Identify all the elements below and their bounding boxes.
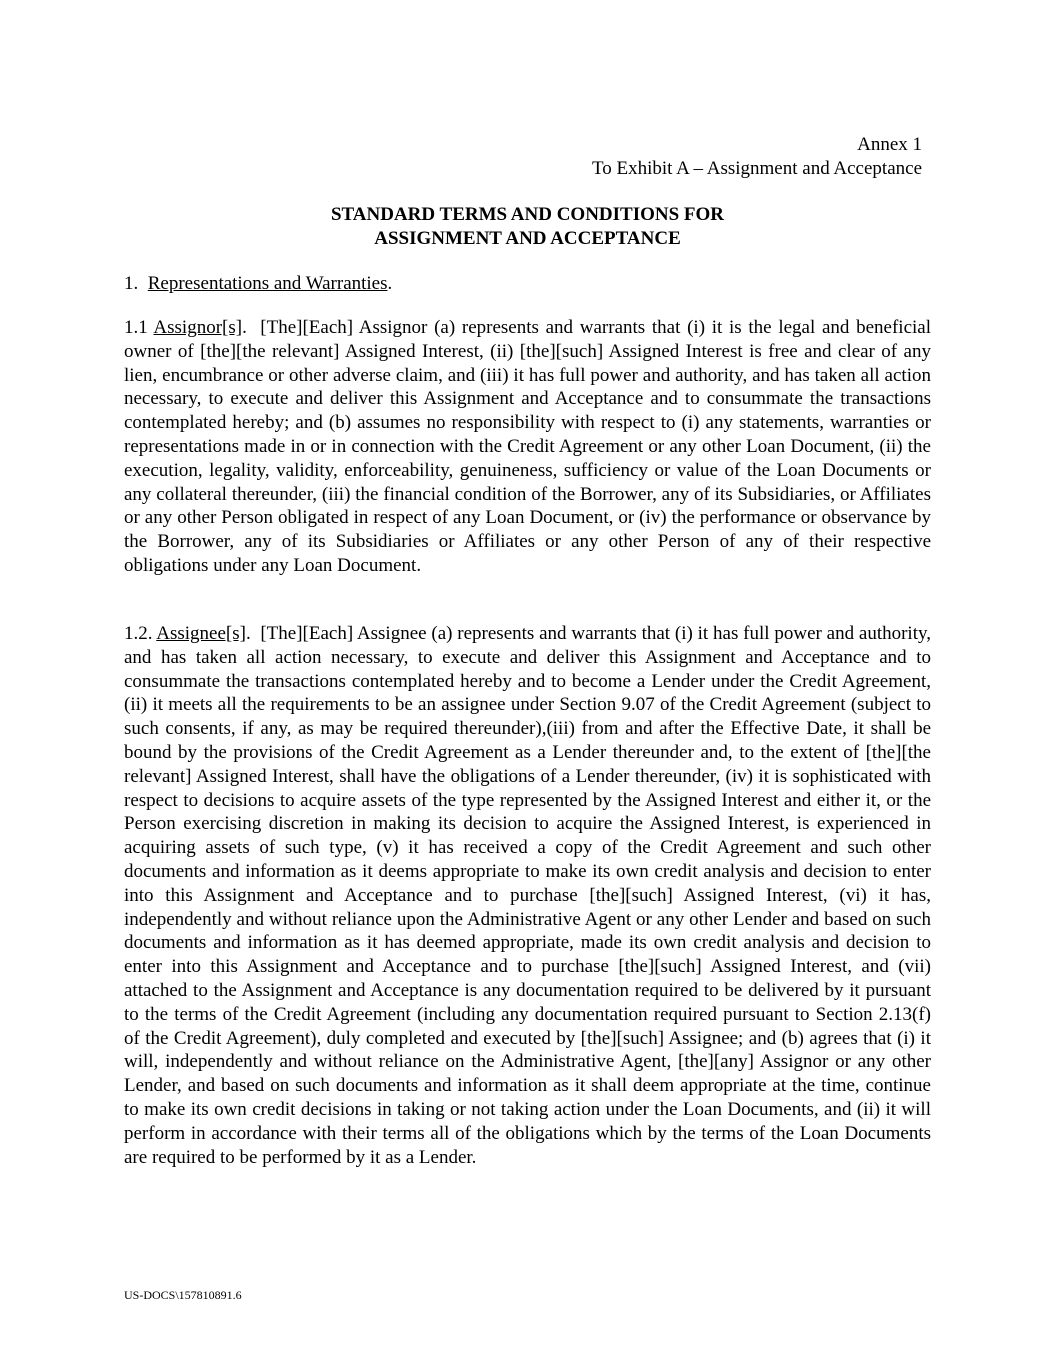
section-title: Representations and Warranties xyxy=(147,273,388,294)
paragraph-body: [The][Each] Assignor (a) represents and warrants that (i) it is the legal and beneficial owner of [the][the relevant] Assigned Interest, (ii) [the][such] Assigned Interest is free and clear of any lien, encumbrance or other adverse claim, and (iii) it has full power and authority, and has taken all action necessary, to execute and deliver this Assignment and Acceptance and to consummate the transactions contemplated hereby; and (b) assumes no responsibility with respect to (i) any statements, warranties or representations made in or in connection with the Credit Agreement or any other Loan Document, (ii) the execution, legality, validity, enforceability, genuineness, sufficiency or value of the Loan Documents or any collateral thereunder, (iii) the financial condition of the Borrower, any of its Subsidiaries, or Affiliates or any other Person obligated in respect of any Loan Document, or (iv) the performance or observance by the Borrower, any of its Subsidiaries or Affiliates or any other Person of any of their respective obligations under any Loan Document. xyxy=(124,317,932,576)
paragraph-1-2 xyxy=(124,622,931,1169)
annex-header xyxy=(592,133,922,181)
paragraph-heading: Assignor[s] xyxy=(153,317,243,338)
document-title xyxy=(0,203,1055,251)
paragraph-heading: Assignee[s] xyxy=(156,623,246,644)
section-number: 1. xyxy=(124,273,139,294)
title-line-2: ASSIGNMENT AND ACCEPTANCE xyxy=(374,228,681,249)
paragraph-number: 1.2. xyxy=(124,623,153,644)
annex-label: Annex 1 xyxy=(857,134,922,155)
document-id-footer: US-DOCS\157810891.6 xyxy=(124,1288,242,1302)
section-title-period: . xyxy=(387,273,393,294)
paragraph-1-1 xyxy=(124,316,931,578)
paragraph-body: [The][Each] Assignee (a) represents and warrants that (i) it has full power and authority, and has taken all action necessary, to execute and deliver this Assignment and Acceptance and to consummate the transactions contemplated hereby and to become a Lender under the Credit Agreement, (ii) it meets all the requirements to be an assignee under Section 9.07 of the Credit Agreement (subject to such consents, if any, as may be required thereunder),(iii) from and after the Effective Date, it shall be bound by the provisions of the Credit Agreement as a Lender thereunder and, to the extent of [the][the relevant] Assigned Interest, shall have the obligations of a Lender thereunder, (iv) it is sophisticated with respect to decisions to acquire assets of the type represented by the Assigned Interest and either it, or the Person exercising discretion in making its decision to acquire the Assigned Interest, is experienced in acquiring assets of such type, (v) it has received a copy of the Credit Agreement and such other documents and information as it deems appropriate to make its own credit analysis and decision to enter into this Assignment and Acceptance and to purchase [the][such] Assigned Interest, (vi) it has, independently and without reliance upon the Administrative Agent or any other Lender and based on such documents and information as it has deemed appropriate, made its own credit analysis and decision to enter into this Assignment and Acceptance and to purchase [the][such] Assigned Interest, and (vii) attached to the Assignment and Acceptance is any documentation required to be delivered by it pursuant to the terms of the Credit Agreement (including any documentation required pursuant to Section 2.13(f) of the Credit Agreement), duly completed and executed by [the][such] Assignee; and (b) agrees that (i) it will, independently and without reliance on the Administrative Agent, [the][any] Assignor or any other Lender, and based on such documents and information as it shall deem appropriate at the time, continue to make its own credit decisions in taking or not taking action under the Loan Documents, and (ii) it will perform in accordance with their terms all of the obligations which by the terms of the Loan Documents are required to be performed by it as a Lender. xyxy=(124,623,931,1168)
paragraph-number: 1.1 xyxy=(124,317,148,338)
section-1-heading xyxy=(124,272,392,296)
paragraph-heading-period: . xyxy=(242,317,247,338)
paragraph-heading-period: . xyxy=(245,623,251,644)
title-line-1: STANDARD TERMS AND CONDITIONS FOR xyxy=(330,204,725,225)
exhibit-label: To Exhibit A – Assignment and Acceptance xyxy=(591,158,922,179)
